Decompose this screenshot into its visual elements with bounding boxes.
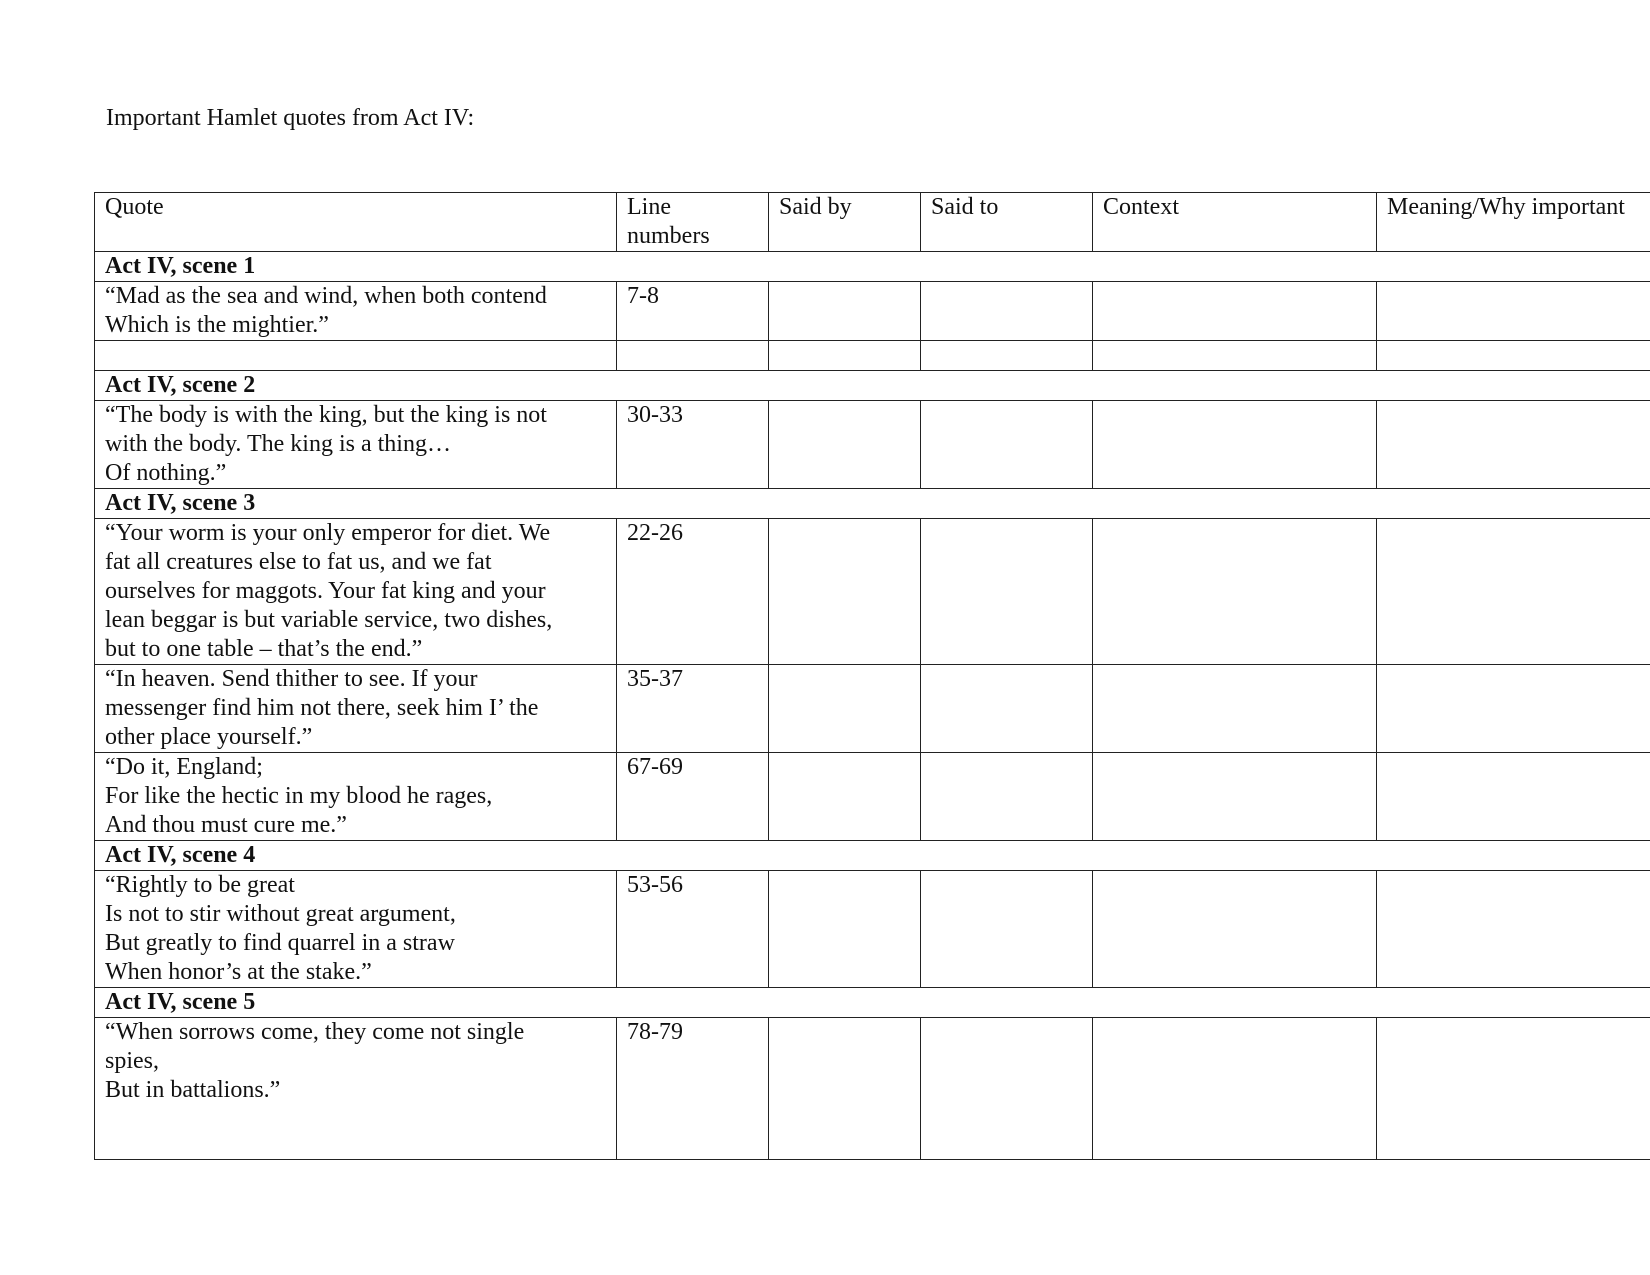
quote-line: “The body is with the king, but the king is not	[105, 402, 547, 428]
quote-line: with the body. The king is a thing…	[105, 431, 451, 457]
said-to-cell[interactable]	[921, 519, 1093, 665]
meaning-cell[interactable]	[1377, 282, 1650, 341]
said-by-cell[interactable]	[769, 665, 921, 753]
scene-row	[95, 489, 1650, 519]
said-by-cell[interactable]	[769, 519, 921, 665]
meaning-cell[interactable]	[1377, 401, 1650, 489]
said-by-cell[interactable]	[769, 401, 921, 489]
context-cell[interactable]	[1093, 341, 1377, 371]
quotes-table	[94, 192, 1650, 1160]
quote-line: messenger find him not there, seek him I’ the	[105, 695, 539, 721]
line-numbers-cell: 22-26	[617, 519, 769, 665]
context-cell[interactable]	[1093, 753, 1377, 841]
said-to-cell[interactable]	[921, 871, 1093, 988]
scene-row	[95, 252, 1650, 282]
header-line-numbers	[617, 193, 769, 252]
header-context: Context	[1093, 193, 1377, 252]
context-cell[interactable]	[1093, 665, 1377, 753]
line-numbers-cell: 53-56	[617, 871, 769, 988]
header-meaning: Meaning/Why important	[1377, 193, 1650, 252]
context-cell[interactable]	[1093, 871, 1377, 988]
table-row	[95, 401, 1650, 489]
context-cell[interactable]	[1093, 519, 1377, 665]
line-numbers-cell: 78-79	[617, 1018, 769, 1160]
line-numbers-cell[interactable]	[617, 341, 769, 371]
meaning-cell[interactable]	[1377, 665, 1650, 753]
quote-cell	[95, 401, 617, 489]
scene-label: Act IV, scene 4	[95, 841, 1650, 871]
scene-row	[95, 988, 1650, 1018]
table-row	[95, 519, 1650, 665]
meaning-cell[interactable]	[1377, 341, 1650, 371]
meaning-cell[interactable]	[1377, 753, 1650, 841]
said-to-cell[interactable]	[921, 1018, 1093, 1160]
header-quote: Quote	[95, 193, 617, 252]
table-row	[95, 753, 1650, 841]
quote-line: And thou must cure me.”	[105, 812, 347, 838]
line-numbers-cell: 67-69	[617, 753, 769, 841]
quote-cell	[95, 1018, 617, 1160]
context-cell[interactable]	[1093, 1018, 1377, 1160]
header-said-to: Said to	[921, 193, 1093, 252]
said-to-cell[interactable]	[921, 282, 1093, 341]
said-to-cell[interactable]	[921, 665, 1093, 753]
scene-row	[95, 371, 1650, 401]
context-cell[interactable]	[1093, 282, 1377, 341]
line-numbers-cell: 30-33	[617, 401, 769, 489]
quote-line: But in battalions.”	[105, 1077, 281, 1103]
said-to-cell[interactable]	[921, 401, 1093, 489]
quote-line: Which is the mightier.”	[105, 312, 329, 338]
said-to-cell[interactable]	[921, 341, 1093, 371]
scene-label: Act IV, scene 5	[95, 988, 1650, 1018]
scene-label: Act IV, scene 1	[95, 252, 1650, 282]
said-to-cell[interactable]	[921, 753, 1093, 841]
table-row	[95, 282, 1650, 341]
quote-line: “When sorrows come, they come not single	[105, 1019, 525, 1045]
quote-line: “Rightly to be great	[105, 872, 295, 898]
said-by-cell[interactable]	[769, 1018, 921, 1160]
quote-line: spies,	[105, 1048, 159, 1074]
context-cell[interactable]	[1093, 401, 1377, 489]
line-numbers-cell: 7-8	[617, 282, 769, 341]
table-row	[95, 871, 1650, 988]
quote-cell	[95, 282, 617, 341]
scene-label: Act IV, scene 3	[95, 489, 1650, 519]
table-header-row	[95, 193, 1650, 252]
said-by-cell[interactable]	[769, 282, 921, 341]
meaning-cell[interactable]	[1377, 1018, 1650, 1160]
quote-line: Is not to stir without great argument,	[105, 901, 456, 927]
quote-line: “Mad as the sea and wind, when both contend	[105, 283, 547, 309]
line-numbers-cell: 35-37	[617, 665, 769, 753]
scene-row	[95, 841, 1650, 871]
quote-line: “Do it, England;	[105, 754, 263, 780]
quote-line: but to one table – that’s the end.”	[105, 636, 423, 662]
table-row	[95, 1018, 1650, 1160]
table-row	[95, 341, 1650, 371]
said-by-cell[interactable]	[769, 871, 921, 988]
quote-line: But greatly to find quarrel in a straw	[105, 930, 455, 956]
quote-cell[interactable]	[95, 341, 617, 371]
quote-line: fat all creatures else to fat us, and we fat	[105, 549, 492, 575]
quote-line: When honor’s at the stake.”	[105, 959, 372, 985]
meaning-cell[interactable]	[1377, 871, 1650, 988]
quote-line: “Your worm is your only emperor for diet. We	[105, 520, 551, 546]
said-by-cell[interactable]	[769, 341, 921, 371]
said-by-cell[interactable]	[769, 753, 921, 841]
quote-line: ourselves for maggots. Your fat king and your	[105, 578, 546, 604]
header-said-by: Said by	[769, 193, 921, 252]
quote-cell	[95, 665, 617, 753]
quote-cell	[95, 871, 617, 988]
header-line-numbers-part-1: Line	[627, 194, 671, 220]
meaning-cell[interactable]	[1377, 519, 1650, 665]
scene-label: Act IV, scene 2	[95, 371, 1650, 401]
quote-line: lean beggar is but variable service, two dishes,	[105, 607, 553, 633]
page-title: Important Hamlet quotes from Act IV:	[106, 105, 475, 131]
table-row	[95, 665, 1650, 753]
quote-line: Of nothing.”	[105, 460, 227, 486]
quote-line: other place yourself.”	[105, 724, 313, 750]
quote-line: “In heaven. Send thither to see. If your	[105, 666, 478, 692]
quote-line: For like the hectic in my blood he rages,	[105, 783, 493, 809]
quote-cell	[95, 519, 617, 665]
header-line-numbers-part-2: numbers	[627, 223, 710, 249]
quote-cell	[95, 753, 617, 841]
